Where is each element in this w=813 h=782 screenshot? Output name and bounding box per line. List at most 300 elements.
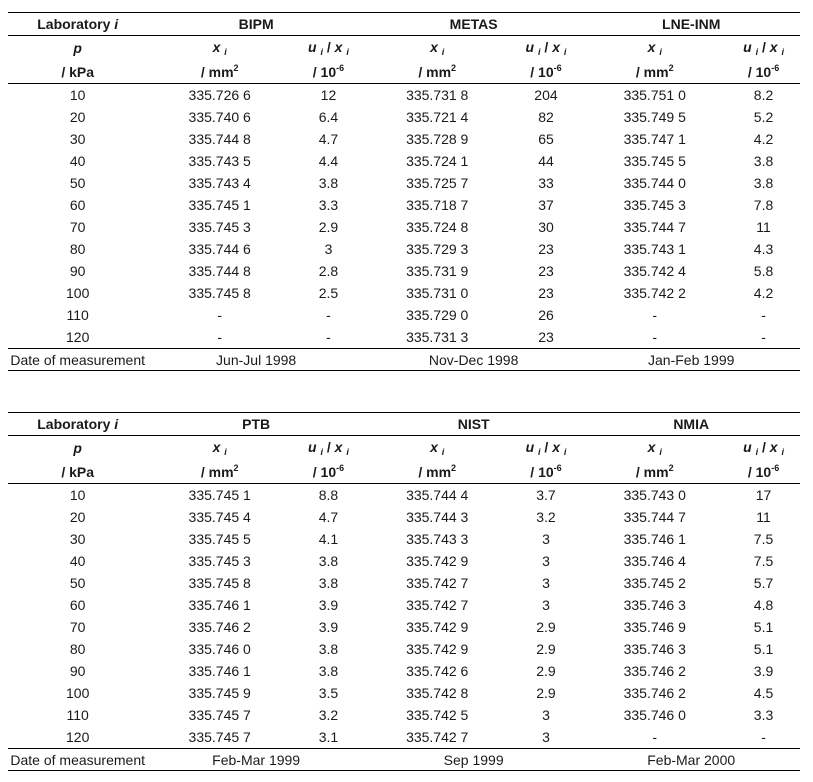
x-value-cell: 335.746 0	[188, 641, 251, 657]
table-row	[8, 326, 800, 349]
u-value-cell: 7.8	[753, 197, 774, 213]
u-value-cell: 8.2	[753, 87, 774, 103]
u-value-cell: -	[761, 307, 766, 323]
p-symbol: p	[73, 440, 82, 456]
u-unit-header	[510, 60, 583, 84]
x-value-cell: 335.746 2	[623, 663, 686, 679]
u-symbol: u	[308, 39, 317, 55]
u-value-cell: 3	[542, 707, 550, 723]
x-value-cell: 335.718 7	[406, 197, 469, 213]
u-unit: / 10	[530, 464, 554, 480]
x-unit-exponent: 2	[233, 63, 239, 73]
subscript-i: i	[755, 447, 759, 457]
pressure-cell: 50	[69, 175, 86, 191]
x-unit-header	[365, 60, 510, 84]
u-value-cell: 3	[542, 531, 550, 547]
table-row	[8, 238, 800, 260]
pressure-cell: 70	[69, 619, 86, 635]
results-table-2	[8, 412, 800, 771]
subscript-i: i	[441, 447, 445, 457]
u-value-cell: 44	[538, 153, 554, 169]
x-value-cell: 335.726 6	[188, 87, 251, 103]
x-value-cell: -	[652, 329, 658, 345]
u-symbol-header	[727, 436, 800, 461]
header-row-units	[8, 460, 800, 484]
pressure-cell: 70	[69, 219, 86, 235]
x-value-cell: -	[217, 307, 223, 323]
u-value-cell: 4.1	[318, 531, 339, 547]
x-unit: / mm	[635, 464, 669, 480]
u-value-cell: 3.8	[318, 175, 339, 191]
u-value-cell: 3.8	[318, 575, 339, 591]
u-value-cell: 3.7	[536, 487, 556, 503]
pressure-cell: 40	[69, 553, 86, 569]
x-unit-exponent: 2	[233, 463, 239, 473]
u-value-cell: 37	[538, 197, 554, 213]
x-value-cell: 335.746 3	[623, 597, 686, 613]
table-row	[8, 506, 800, 528]
u-value-cell: 3.1	[318, 729, 339, 745]
x-value-cell: 335.746 0	[623, 707, 686, 723]
slash: /	[761, 439, 766, 455]
p-symbol: p	[73, 40, 82, 56]
x-value-cell: 335.731 3	[406, 329, 469, 345]
x-symbol: x	[552, 439, 560, 455]
pressure-cell: 60	[69, 597, 86, 613]
u-symbol-header	[510, 436, 583, 461]
u-unit-exponent: -6	[336, 463, 345, 473]
u-value-cell: 82	[538, 109, 554, 125]
slash: /	[761, 39, 766, 55]
table-row	[8, 260, 800, 282]
x-value-cell: 335.731 9	[406, 263, 469, 279]
u-symbol: u	[525, 439, 535, 455]
date-row	[8, 749, 800, 771]
x-value-cell: 335.746 3	[623, 641, 686, 657]
x-unit-exponent: 2	[668, 463, 674, 473]
x-value-cell: 335.745 2	[623, 575, 686, 591]
u-value-cell: 11	[756, 219, 771, 235]
table-row	[8, 638, 800, 660]
x-value-cell: 335.728 9	[406, 131, 469, 147]
pressure-cell: 50	[69, 575, 86, 591]
x-value-cell: 335.745 3	[188, 219, 251, 235]
u-value-cell: 3.8	[753, 153, 774, 169]
laboratory-header	[8, 13, 147, 36]
lab-name-header: NIST	[365, 413, 583, 436]
x-value-cell: 335.745 1	[188, 197, 251, 213]
x-value-cell: 335.744 8	[188, 131, 251, 147]
u-value-cell: 2.5	[318, 285, 339, 301]
date-row	[8, 349, 800, 371]
u-value-cell: 3	[542, 729, 550, 745]
measurement-date: Nov-Dec 1998	[365, 349, 583, 371]
x-value-cell: 335.745 9	[188, 685, 251, 701]
u-unit-exponent: -6	[771, 463, 780, 473]
x-value-cell: 335.743 5	[188, 153, 251, 169]
x-symbol: x	[334, 39, 343, 55]
laboratory-symbol: i	[114, 416, 119, 432]
x-value-cell: 335.742 5	[406, 707, 469, 723]
u-value-cell: 2.8	[318, 263, 339, 279]
u-value-cell: -	[761, 329, 766, 345]
pressure-cell: 110	[66, 307, 89, 323]
pressure-cell: 110	[66, 707, 89, 723]
subscript-i: i	[781, 447, 784, 457]
date-label: Date of measurement	[8, 349, 147, 371]
subscript-i: i	[320, 447, 323, 457]
x-value-cell: -	[217, 329, 223, 345]
pressure-cell: 100	[66, 285, 90, 301]
x-value-cell: 335.744 8	[188, 263, 251, 279]
measurement-date: Jan-Feb 1999	[582, 349, 800, 371]
u-value-cell: 3.2	[536, 509, 556, 525]
x-value-cell: 335.745 8	[188, 575, 251, 591]
u-value-cell: 33	[538, 175, 554, 191]
u-value-cell: 4.7	[318, 131, 339, 147]
subscript-i: i	[441, 47, 445, 57]
subscript-i: i	[346, 47, 349, 57]
x-value-cell: 335.746 2	[623, 685, 686, 701]
x-symbol-header	[582, 36, 727, 61]
pressure-cell: 60	[69, 197, 86, 213]
pressure-cell: 120	[66, 329, 90, 345]
u-unit-exponent: -6	[336, 63, 345, 73]
subscript-i: i	[659, 447, 662, 457]
u-value-cell: 3	[324, 241, 333, 257]
x-value-cell: 335.744 4	[406, 487, 469, 503]
table-row	[8, 682, 800, 704]
table-row	[8, 484, 800, 507]
subscript-i: i	[755, 47, 759, 57]
x-unit-header	[147, 460, 292, 484]
x-value-cell: 335.724 8	[406, 219, 469, 235]
x-value-cell: 335.742 2	[623, 285, 686, 301]
x-value-cell: 335.743 0	[623, 487, 686, 503]
u-value-cell: 3	[542, 553, 550, 569]
measurement-date: Sep 1999	[365, 749, 583, 771]
u-value-cell: 2.9	[536, 619, 556, 635]
u-value-cell: 12	[320, 87, 337, 103]
u-unit-header	[292, 460, 365, 484]
u-value-cell: 3.8	[318, 553, 339, 569]
x-value-cell: -	[652, 307, 658, 323]
x-value-cell: 335.746 4	[623, 553, 686, 569]
header-row-symbols	[8, 436, 800, 461]
x-symbol: x	[212, 439, 221, 455]
x-unit-header	[582, 460, 727, 484]
x-value-cell: 335.746 9	[623, 619, 686, 635]
measurement-date: Feb-Mar 1999	[147, 749, 365, 771]
table-row	[8, 528, 800, 550]
u-value-cell: 3	[542, 597, 550, 613]
laboratory-symbol: i	[114, 16, 119, 32]
x-value-cell: 335.744 3	[406, 509, 469, 525]
x-value-cell: 335.743 3	[406, 531, 469, 547]
pressure-cell: 10	[69, 87, 86, 103]
subscript-i: i	[659, 47, 662, 57]
table-row	[8, 172, 800, 194]
u-value-cell: 2.9	[536, 641, 556, 657]
x-value-cell: 335.745 7	[188, 729, 251, 745]
table-row	[8, 594, 800, 616]
x-value-cell: 335.725 7	[406, 175, 469, 191]
u-value-cell: 7.5	[753, 553, 774, 569]
x-symbol: x	[334, 439, 343, 455]
u-value-cell: 65	[538, 131, 554, 147]
u-value-cell: 2.9	[318, 219, 339, 235]
u-symbol-header	[727, 36, 800, 61]
u-value-cell: 3.5	[318, 685, 339, 701]
x-value-cell: 335.742 7	[406, 597, 469, 613]
header-row-labs	[8, 413, 800, 436]
laboratory-label: Laboratory	[37, 416, 115, 432]
u-symbol: u	[743, 39, 752, 55]
x-value-cell: 335.745 5	[623, 153, 686, 169]
subscript-i: i	[320, 47, 323, 57]
x-value-cell: 335.746 1	[188, 663, 251, 679]
pressure-symbol	[8, 436, 147, 461]
table-row	[8, 550, 800, 572]
x-unit: / mm	[200, 64, 234, 80]
x-symbol: x	[430, 39, 438, 55]
pressure-cell: 20	[69, 109, 86, 125]
u-value-cell: 23	[538, 285, 554, 301]
header-row-units	[8, 60, 800, 84]
u-value-cell: 4.5	[753, 685, 774, 701]
x-value-cell: 335.744 7	[623, 509, 686, 525]
subscript-i: i	[538, 447, 541, 457]
laboratory-header	[8, 413, 147, 436]
u-unit: / 10	[312, 464, 337, 480]
x-value-cell: 335.745 3	[188, 553, 251, 569]
x-value-cell: 335.751 0	[623, 87, 686, 103]
x-unit-header	[582, 60, 727, 84]
u-value-cell: 4.2	[753, 131, 774, 147]
u-unit-exponent: -6	[771, 63, 780, 73]
measurement-date: Jun-Jul 1998	[147, 349, 365, 371]
x-value-cell: 335.742 7	[406, 729, 469, 745]
x-unit: / mm	[418, 64, 452, 80]
x-value-cell: 335.744 0	[623, 175, 686, 191]
u-value-cell: 26	[538, 307, 554, 323]
u-value-cell: 11	[756, 509, 771, 525]
u-value-cell: 3	[542, 575, 550, 591]
u-value-cell: 23	[538, 329, 554, 345]
x-unit: / mm	[200, 464, 234, 480]
table-row	[8, 572, 800, 594]
x-value-cell: 335.742 7	[406, 575, 469, 591]
x-value-cell: -	[652, 729, 658, 745]
slash: /	[326, 439, 331, 455]
x-value-cell: 335.744 6	[188, 241, 251, 257]
x-value-cell: 335.731 8	[406, 87, 469, 103]
table-row	[8, 704, 800, 726]
u-value-cell: 5.1	[753, 641, 774, 657]
x-value-cell: 335.742 4	[623, 263, 686, 279]
u-unit: / 10	[747, 464, 772, 480]
pressure-cell: 90	[69, 663, 86, 679]
x-value-cell: 335.745 4	[188, 509, 251, 525]
u-value-cell: 3.8	[318, 663, 339, 679]
pressure-cell: 30	[69, 131, 86, 147]
subscript-i: i	[563, 447, 567, 457]
x-symbol-header	[582, 436, 727, 461]
x-value-cell: 335.742 8	[406, 685, 469, 701]
table-row	[8, 616, 800, 638]
subscript-i: i	[224, 47, 227, 57]
u-value-cell: 2.9	[536, 685, 556, 701]
u-value-cell: 6.4	[318, 109, 339, 125]
pressure-cell: 100	[66, 685, 90, 701]
x-symbol: x	[552, 39, 560, 55]
u-value-cell: 4.8	[753, 597, 774, 613]
u-symbol: u	[743, 439, 752, 455]
subscript-i: i	[224, 447, 227, 457]
x-unit: / mm	[418, 464, 452, 480]
lab-name-header: METAS	[365, 13, 583, 36]
x-value-cell: 335.747 1	[623, 131, 686, 147]
measurement-date: Feb-Mar 2000	[582, 749, 800, 771]
u-symbol: u	[525, 39, 535, 55]
subscript-i: i	[781, 47, 784, 57]
u-value-cell: 2.9	[536, 663, 556, 679]
u-value-cell: 5.1	[753, 619, 774, 635]
header-row-symbols	[8, 36, 800, 61]
table-row	[8, 84, 800, 107]
date-label: Date of measurement	[8, 749, 147, 771]
x-value-cell: 335.731 0	[406, 285, 469, 301]
subscript-i: i	[346, 447, 349, 457]
table-row	[8, 304, 800, 326]
u-unit: / 10	[530, 64, 554, 80]
u-value-cell: -	[326, 329, 331, 345]
u-symbol-header	[292, 436, 365, 461]
x-symbol: x	[769, 439, 778, 455]
u-value-cell: 23	[538, 241, 554, 257]
u-value-cell: 3.8	[753, 175, 774, 191]
x-symbol: x	[212, 39, 221, 55]
u-value-cell: 30	[538, 219, 554, 235]
x-symbol: x	[430, 439, 438, 455]
x-value-cell: 335.742 9	[406, 619, 469, 635]
pressure-cell: 10	[69, 487, 86, 503]
pressure-cell: 30	[69, 531, 86, 547]
x-value-cell: 335.745 7	[188, 707, 251, 723]
x-unit-header	[147, 60, 292, 84]
u-value-cell: 3.9	[753, 663, 774, 679]
x-unit-exponent: 2	[451, 63, 457, 73]
u-unit-header	[727, 60, 800, 84]
u-value-cell: 3.2	[318, 707, 339, 723]
x-value-cell: 335.749 5	[623, 109, 686, 125]
pressure-unit: / kPa	[8, 460, 147, 484]
x-symbol: x	[647, 439, 656, 455]
pressure-cell: 120	[66, 729, 90, 745]
x-symbol: x	[769, 39, 778, 55]
lab-name-header: PTB	[147, 413, 365, 436]
u-value-cell: 204	[534, 87, 558, 103]
x-value-cell: 335.746 2	[188, 619, 251, 635]
u-value-cell: 3.9	[318, 597, 339, 613]
x-unit-header	[365, 460, 510, 484]
pressure-cell: 20	[69, 509, 86, 525]
x-value-cell: 335.746 1	[623, 531, 686, 547]
x-value-cell: 335.745 8	[188, 285, 251, 301]
lab-name-header: BIPM	[147, 13, 365, 36]
table-row	[8, 216, 800, 238]
x-value-cell: 335.729 3	[406, 241, 469, 257]
u-value-cell: 5.8	[753, 263, 774, 279]
laboratory-label: Laboratory	[37, 16, 115, 32]
table-row	[8, 726, 800, 749]
u-value-cell: 4.3	[753, 241, 774, 257]
table-row	[8, 150, 800, 172]
x-symbol: x	[647, 39, 656, 55]
x-value-cell: 335.745 1	[188, 487, 251, 503]
u-symbol-header	[292, 36, 365, 61]
x-value-cell: 335.742 9	[406, 641, 469, 657]
table-row	[8, 128, 800, 150]
u-value-cell: 3.9	[318, 619, 339, 635]
u-unit-header	[510, 460, 583, 484]
u-value-cell: 5.2	[753, 109, 774, 125]
x-value-cell: 335.743 1	[623, 241, 686, 257]
u-value-cell: 23	[538, 263, 554, 279]
x-unit-exponent: 2	[451, 463, 457, 473]
slash: /	[544, 439, 549, 455]
x-value-cell: 335.745 5	[188, 531, 251, 547]
x-symbol-header	[365, 36, 510, 61]
u-unit-header	[292, 60, 365, 84]
pressure-cell: 80	[69, 641, 86, 657]
u-unit: / 10	[747, 64, 772, 80]
x-value-cell: 335.744 7	[623, 219, 686, 235]
slash: /	[544, 39, 549, 55]
u-value-cell: 4.7	[318, 509, 339, 525]
table-row	[8, 660, 800, 682]
x-unit-exponent: 2	[668, 63, 674, 73]
x-symbol-header	[147, 36, 292, 61]
u-unit-header	[727, 460, 800, 484]
results-table-1	[8, 12, 800, 371]
x-symbol-header	[147, 436, 292, 461]
pressure-symbol	[8, 36, 147, 61]
x-value-cell: 335.724 1	[406, 153, 469, 169]
u-symbol-header	[510, 36, 583, 61]
u-value-cell: 8.8	[318, 487, 339, 503]
u-unit-exponent: -6	[553, 63, 562, 73]
pressure-unit: / kPa	[8, 60, 147, 84]
pressure-cell: 80	[69, 241, 86, 257]
x-value-cell: 335.746 1	[188, 597, 251, 613]
u-value-cell: -	[761, 729, 766, 745]
lab-name-header: LNE-INM	[582, 13, 800, 36]
u-value-cell: 7.5	[753, 531, 774, 547]
pressure-cell: 90	[69, 263, 86, 279]
x-value-cell: 335.745 3	[623, 197, 686, 213]
header-row-labs	[8, 13, 800, 36]
table-row	[8, 194, 800, 216]
x-unit: / mm	[635, 64, 669, 80]
u-value-cell: 5.7	[753, 575, 774, 591]
x-symbol-header	[365, 436, 510, 461]
u-symbol: u	[308, 439, 317, 455]
table-row	[8, 282, 800, 304]
u-value-cell: 4.2	[753, 285, 774, 301]
slash: /	[326, 39, 331, 55]
u-value-cell: -	[326, 307, 331, 323]
